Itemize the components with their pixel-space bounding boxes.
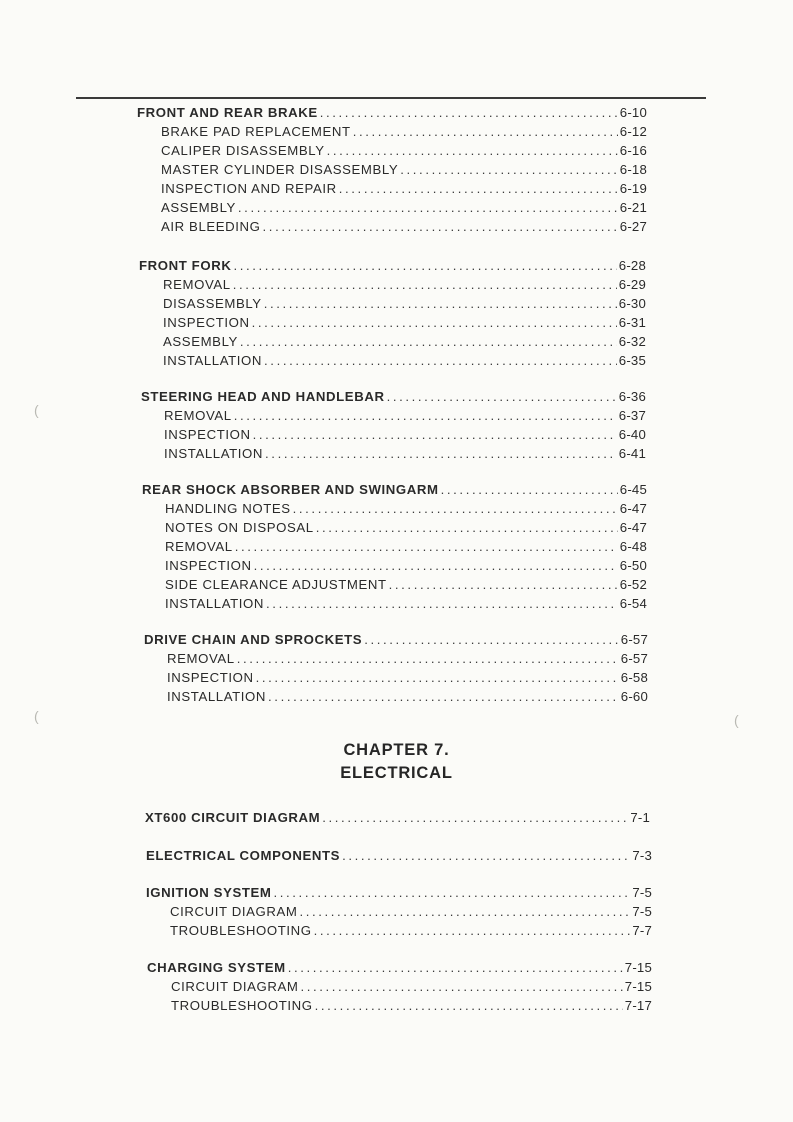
toc-entry-page: 6-50 [619, 558, 647, 573]
toc-entry-page: 6-41 [618, 446, 646, 461]
dot-leader [256, 670, 619, 685]
toc-entry-page: 6-37 [618, 408, 646, 423]
dot-leader [235, 539, 618, 554]
toc-entry-page: 6-54 [619, 596, 647, 611]
dot-leader [288, 960, 623, 975]
dot-leader [364, 632, 619, 647]
toc-section-heading [146, 885, 652, 904]
toc-section-heading-page: 7-3 [632, 848, 652, 863]
toc-entry-label: REMOVAL [167, 651, 235, 666]
toc-entry-page: 6-29 [618, 277, 646, 292]
dot-leader [314, 923, 631, 938]
toc-section-heading [137, 105, 647, 124]
toc-entry-label: INSPECTION [165, 558, 252, 573]
toc-entry [163, 353, 646, 372]
toc-entry-label: DISASSEMBLY [163, 296, 262, 311]
toc-entry-page: 7-17 [624, 998, 652, 1013]
toc-entry-label: AIR BLEEDING [161, 219, 261, 234]
toc-section-heading-label: CHARGING SYSTEM [147, 960, 286, 975]
toc-section-heading-label: STEERING HEAD AND HANDLEBAR [141, 389, 385, 404]
scan-mark: ( [734, 712, 739, 728]
toc-entry-page: 6-47 [619, 520, 647, 535]
toc-entry-page: 6-27 [619, 219, 647, 234]
toc-entry-page: 6-52 [619, 577, 647, 592]
toc-entry-label: REMOVAL [163, 277, 231, 292]
toc-entry [167, 670, 648, 689]
dot-leader [233, 277, 617, 292]
toc-section-heading-label: ELECTRICAL COMPONENTS [146, 848, 341, 863]
toc-section-heading-page: 7-5 [632, 885, 652, 900]
toc-entry [163, 315, 646, 334]
toc-entry-page: 6-31 [618, 315, 646, 330]
dot-leader [237, 651, 619, 666]
toc-section-heading-label: FRONT FORK [139, 258, 232, 273]
toc-entry-label: REMOVAL [165, 539, 233, 554]
toc-entry [171, 979, 652, 998]
dot-leader [339, 181, 618, 196]
toc-entry-label: TROUBLESHOOTING [171, 998, 313, 1013]
dot-leader [238, 200, 618, 215]
toc-entry [163, 296, 646, 315]
dot-leader [353, 124, 618, 139]
toc-entry [161, 162, 647, 181]
chapter-title: ELECTRICAL [340, 764, 453, 782]
toc-entry [165, 577, 647, 596]
toc-entry [161, 143, 647, 162]
toc-entry [165, 501, 647, 520]
dot-leader [316, 520, 618, 535]
toc-entry-label: NOTES ON DISPOSAL [165, 520, 314, 535]
dot-leader [264, 353, 617, 368]
dot-leader [263, 219, 618, 234]
toc-entry [163, 334, 646, 353]
toc-entry [167, 651, 648, 670]
toc-entry-page: 6-40 [618, 427, 646, 442]
dot-leader [268, 689, 619, 704]
dot-leader [234, 408, 617, 423]
toc-entry-page: 7-7 [632, 923, 652, 938]
toc-entry [164, 408, 646, 427]
toc-section-heading [145, 810, 650, 829]
dot-leader [315, 998, 623, 1013]
toc-entry-label: INSPECTION [164, 427, 251, 442]
toc-entry [171, 998, 652, 1017]
dot-leader [320, 105, 618, 120]
dot-leader [252, 315, 617, 330]
dot-leader [264, 296, 617, 311]
toc-entry-label: INSPECTION [163, 315, 250, 330]
toc-entry [167, 689, 648, 708]
toc-entry-page: 6-60 [620, 689, 648, 704]
dot-leader [265, 446, 617, 461]
dot-leader [274, 885, 631, 900]
toc-section-heading-page: 6-57 [620, 632, 648, 647]
toc-section-heading [144, 632, 648, 651]
toc-entry-label: INSTALLATION [163, 353, 263, 368]
toc-entry-label: TROUBLESHOOTING [170, 923, 312, 938]
toc-entry-label: SIDE CLEARANCE ADJUSTMENT [165, 577, 387, 592]
scan-mark: ( [34, 402, 39, 418]
toc-entry-label: CALIPER DISASSEMBLY [161, 143, 325, 158]
toc-entry-page: 6-57 [620, 651, 648, 666]
toc-entry-label: INSPECTION [167, 670, 254, 685]
toc-entry-page: 7-15 [624, 979, 652, 994]
toc-entry [161, 124, 647, 143]
scan-mark: ( [34, 708, 39, 724]
toc-section-heading-page: 6-28 [618, 258, 646, 273]
chapter-number: CHAPTER 7. [343, 741, 450, 759]
toc-section-heading [142, 482, 647, 501]
toc-entry-label: HANDLING NOTES [165, 501, 291, 516]
toc-entry-label: CIRCUIT DIAGRAM [170, 904, 298, 919]
toc-section-heading [147, 960, 652, 979]
dot-leader [233, 258, 616, 273]
toc-entry-label: ASSEMBLY [163, 334, 238, 349]
toc-section-heading-label: IGNITION SYSTEM [146, 885, 272, 900]
dot-leader [300, 979, 622, 994]
toc-section-heading [141, 389, 646, 408]
toc-entry-page: 6-18 [619, 162, 647, 177]
toc-section-heading-page: 6-45 [619, 482, 647, 497]
toc-section-heading-page: 6-36 [618, 389, 646, 404]
toc-entry-page: 6-30 [618, 296, 646, 311]
toc-entry-page: 6-47 [619, 501, 647, 516]
toc-section-heading-label: FRONT AND REAR BRAKE [137, 105, 318, 120]
toc-section-heading [146, 848, 652, 867]
toc-entry-page: 6-21 [619, 200, 647, 215]
toc-entry-page: 6-35 [618, 353, 646, 368]
toc-entry [170, 904, 652, 923]
dot-leader [266, 596, 618, 611]
toc-entry [163, 277, 646, 296]
dot-leader [389, 577, 618, 592]
toc-entry-label: INSTALLATION [167, 689, 267, 704]
toc-entry-page: 6-32 [618, 334, 646, 349]
toc-entry-label: ASSEMBLY [161, 200, 236, 215]
toc-section-heading-page: 7-15 [624, 960, 652, 975]
toc-entry [161, 200, 647, 219]
dot-leader [387, 389, 617, 404]
toc-entry-label: INSPECTION AND REPAIR [161, 181, 337, 196]
toc-entry-label: REMOVAL [164, 408, 232, 423]
toc-section-heading [139, 258, 646, 277]
dot-leader [240, 334, 617, 349]
toc-entry-label: CIRCUIT DIAGRAM [171, 979, 299, 994]
toc-entry [164, 446, 646, 465]
toc-entry [164, 427, 646, 446]
toc-entry-page: 6-58 [620, 670, 648, 685]
toc-entry-label: INSTALLATION [165, 596, 265, 611]
dot-leader [253, 427, 617, 442]
toc-section-heading-label: DRIVE CHAIN AND SPROCKETS [144, 632, 363, 647]
dot-leader [299, 904, 630, 919]
toc-entry [165, 520, 647, 539]
toc-entry [165, 558, 647, 577]
top-rule [76, 97, 706, 99]
toc-entry-page: 6-12 [619, 124, 647, 139]
dot-leader [322, 810, 628, 825]
toc-entry [161, 181, 647, 200]
dot-leader [254, 558, 618, 573]
toc-entry-page: 6-48 [619, 539, 647, 554]
toc-entry [165, 596, 647, 615]
toc-entry-label: MASTER CYLINDER DISASSEMBLY [161, 162, 399, 177]
toc-section-heading-label: XT600 CIRCUIT DIAGRAM [145, 810, 321, 825]
toc-entry-page: 7-5 [632, 904, 652, 919]
toc-entry-label: BRAKE PAD REPLACEMENT [161, 124, 351, 139]
dot-leader [327, 143, 618, 158]
dot-leader [400, 162, 618, 177]
toc-section-heading-label: REAR SHOCK ABSORBER AND SWINGARM [142, 482, 439, 497]
toc-entry-page: 6-16 [619, 143, 647, 158]
toc-entry [161, 219, 647, 238]
dot-leader [342, 848, 630, 863]
toc-entry-label: INSTALLATION [164, 446, 264, 461]
toc-entry-page: 6-19 [619, 181, 647, 196]
toc-entry [165, 539, 647, 558]
dot-leader [441, 482, 618, 497]
dot-leader [293, 501, 618, 516]
toc-section-heading-page: 7-1 [630, 810, 650, 825]
toc-section-heading-page: 6-10 [619, 105, 647, 120]
toc-entry [170, 923, 652, 942]
